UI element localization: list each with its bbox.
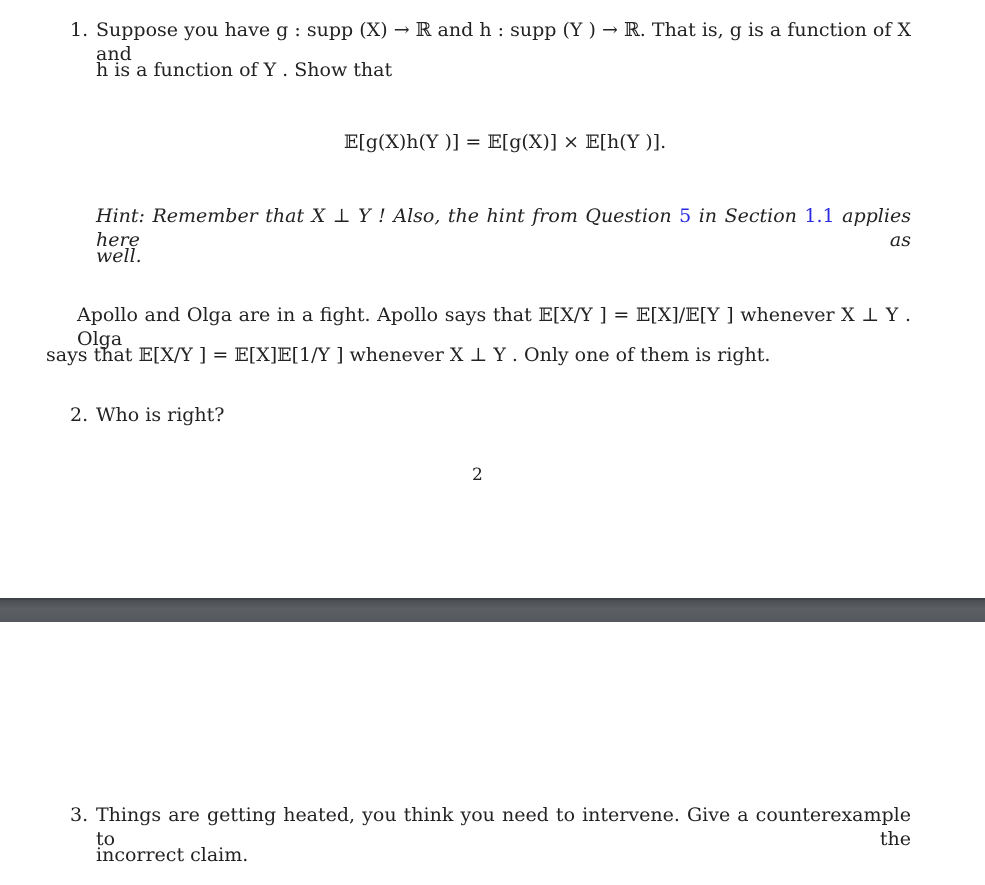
question-3-number: 3. bbox=[70, 804, 89, 826]
question-2-number: 2. bbox=[70, 404, 89, 426]
display-equation: 𝔼[g(X)h(Y )] = 𝔼[g(X)] × 𝔼[h(Y )]. bbox=[343, 131, 667, 153]
question-3-line-2: incorrect claim. bbox=[96, 844, 249, 866]
question-1-number: 1. bbox=[70, 19, 89, 41]
question-5-link[interactable]: 5 bbox=[679, 205, 692, 227]
intro-paragraph-line-2: says that 𝔼[X/Y ] = 𝔼[X]𝔼[1/Y ] whenever X ⊥ Y . Only one of them is right. bbox=[46, 344, 771, 366]
hint-text-a: Hint: Remember that X ⊥ Y ! Also, the hint from Question bbox=[96, 205, 672, 227]
question-1-line-1: Suppose you have g : supp (X) → ℝ and h : supp (Y ) → ℝ. That is, g is a function of X and bbox=[96, 19, 911, 65]
intro-paragraph-line-1: Apollo and Olga are in a fight. Apollo says that 𝔼[X/Y ] = 𝔼[X]/𝔼[Y ] whenever X ⊥ Y . Olga bbox=[77, 304, 911, 350]
question-1-line-2: h is a function of Y . Show that bbox=[96, 59, 393, 81]
page-separator bbox=[0, 598, 985, 622]
hint-text-b: in Section bbox=[698, 205, 797, 227]
section-1-1-link[interactable]: 1.1 bbox=[804, 205, 835, 227]
hint-text-c: applies here as bbox=[96, 205, 911, 251]
hint-line-1 bbox=[96, 204, 911, 252]
question-2-text: Who is right? bbox=[96, 404, 225, 426]
page-number: 2 bbox=[472, 465, 483, 485]
hint-line-2: well. bbox=[96, 245, 142, 267]
pdf-page-3 bbox=[0, 622, 985, 885]
question-3-line-1: Things are getting heated, you think you need to intervene. Give a counterexample to the bbox=[96, 804, 911, 850]
